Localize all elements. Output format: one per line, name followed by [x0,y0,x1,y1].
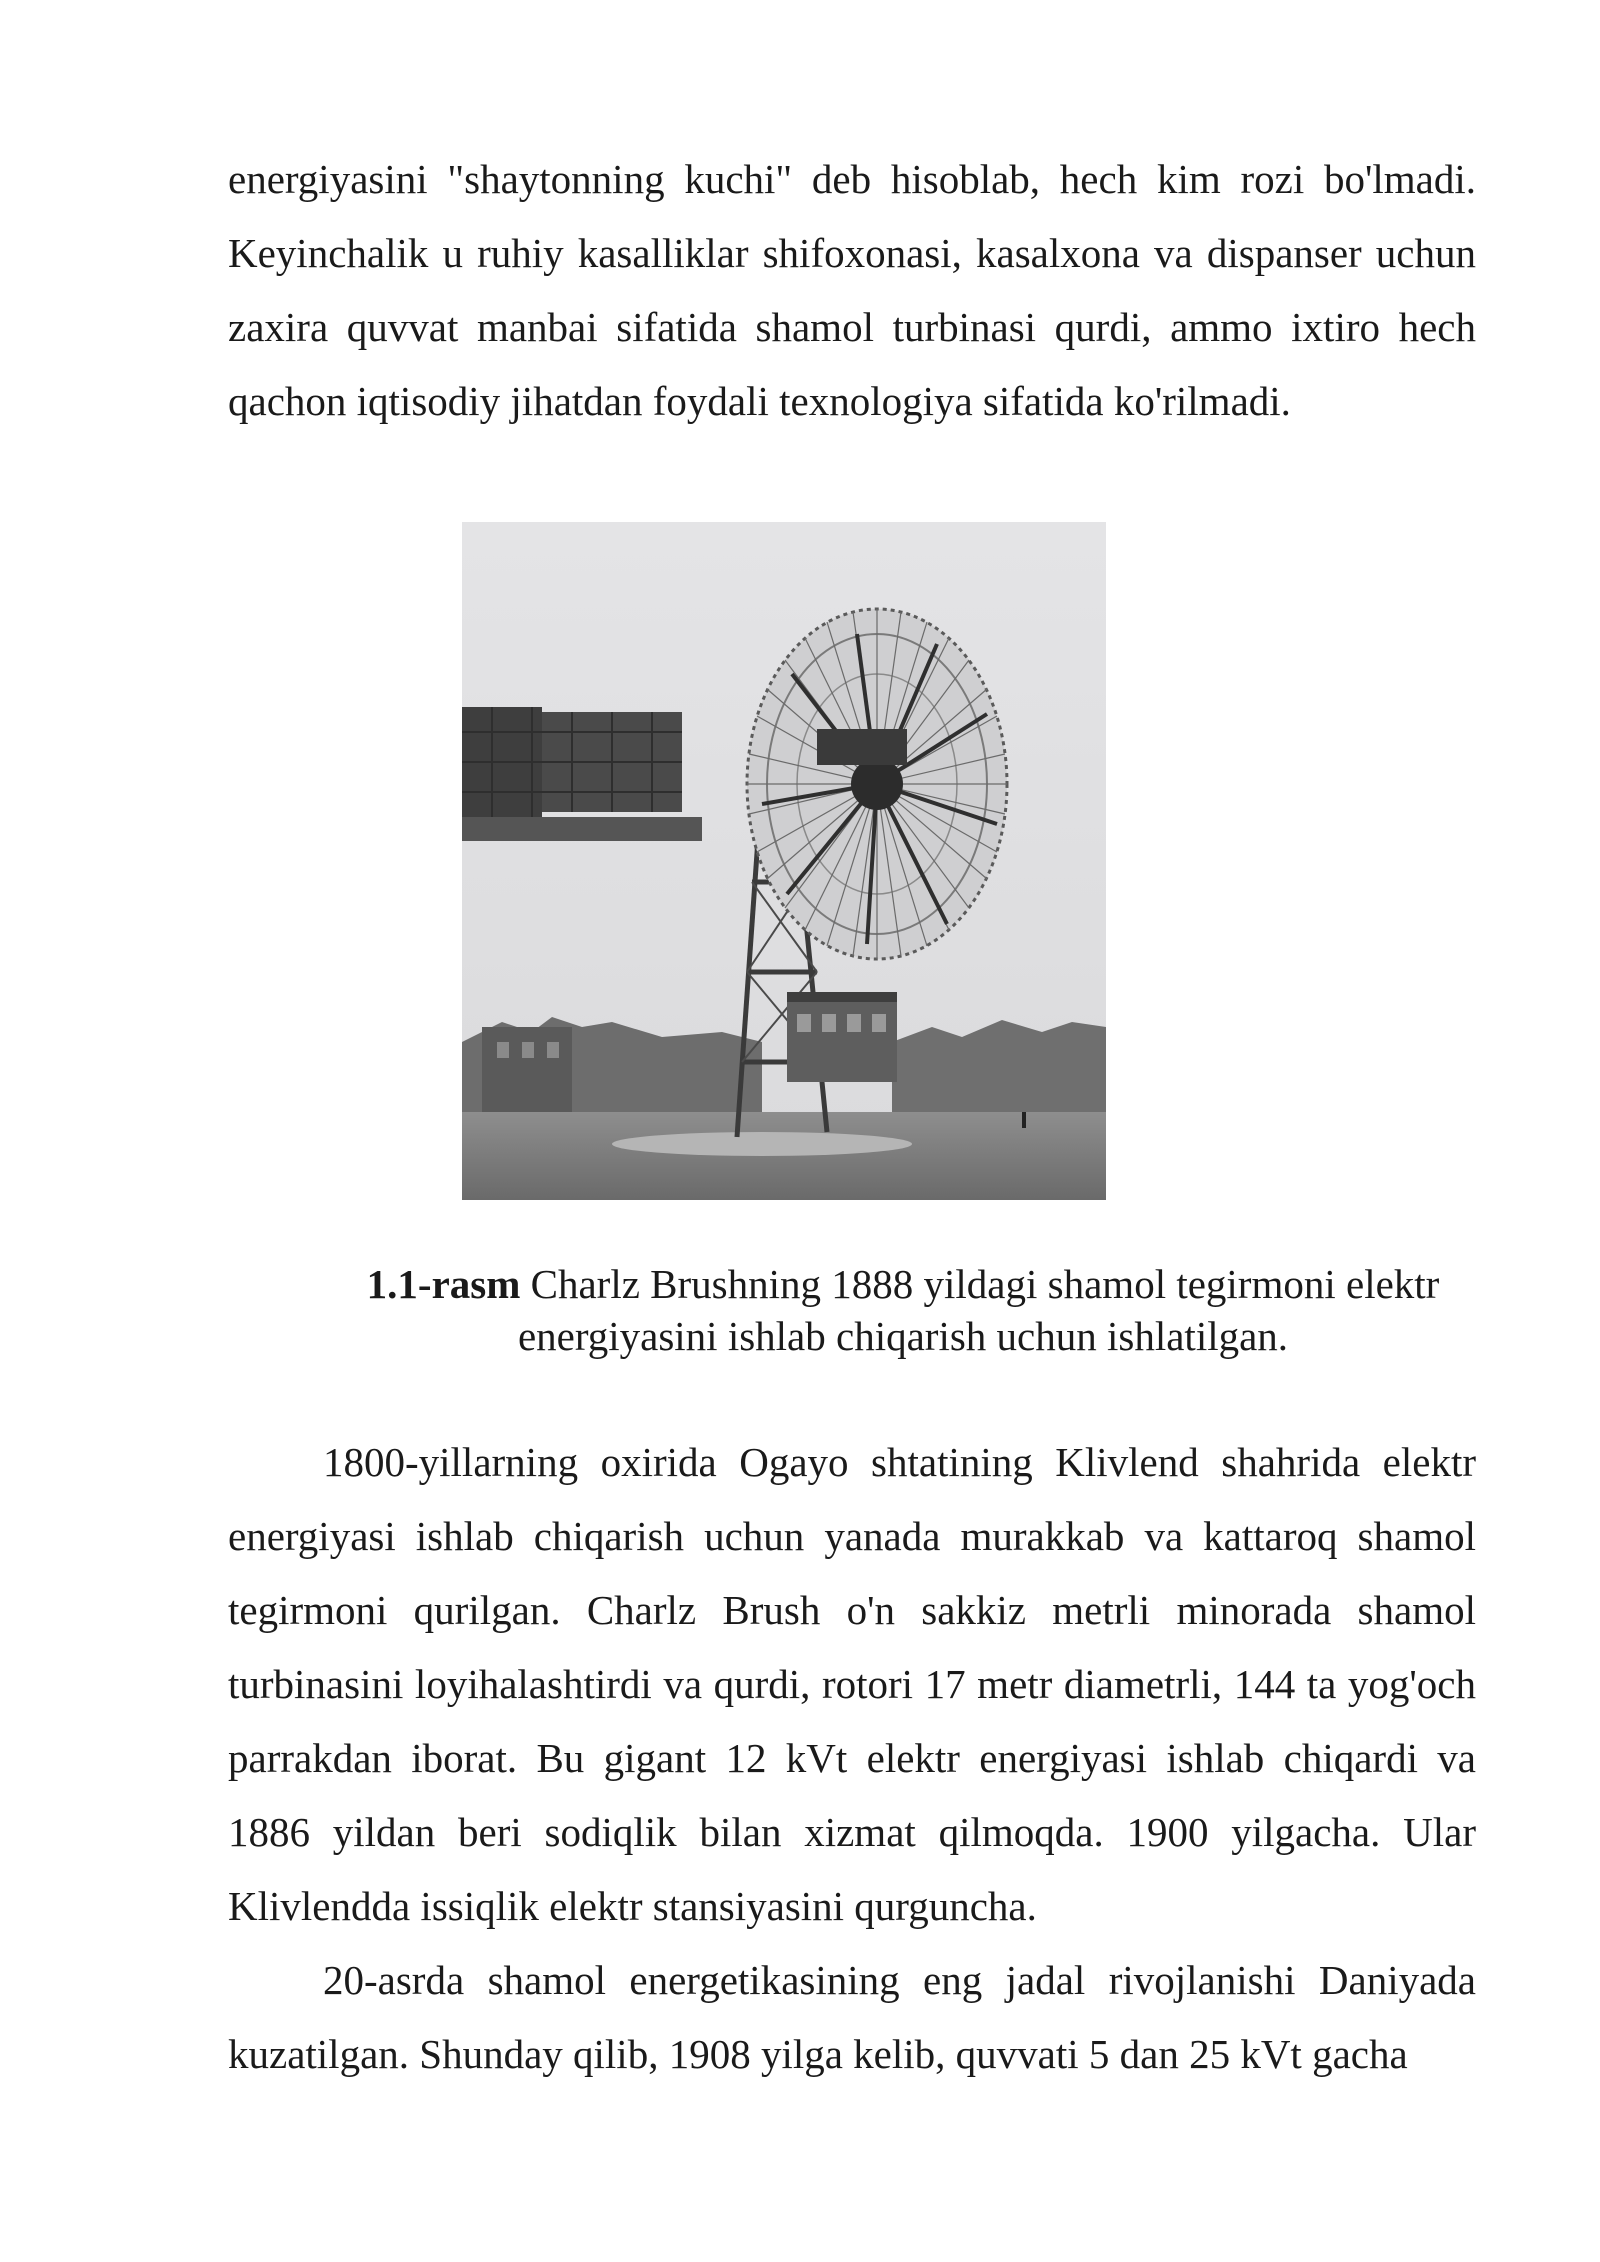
figure-caption-label: 1.1-rasm [366,1261,521,1307]
figure-caption-text: Charlz Brushning 1888 yildagi shamol tegirmoni elektr energiyasini ishlab chiqarish uchun ishlatilgan. [517,1261,1440,1359]
paragraph-3: 20-asrda shamol energetikasining eng jadal rivojlanishi Daniyada kuzatilgan. Shunday qilib, 1908 yilga kelib, quvvati 5 dan 25 kVt gacha [228,1957,1476,2077]
paragraph-2: 1800-yillarning oxirida Ogayo shtatining Klivlend shahrida elektr energiyasi ishlab chiqarish uchun yanada murakkab va kattaroq shamol tegirmoni qurilgan. Charlz Brush o'n sakkiz metrli minorada shamol turbinasini loyihalashtirdi va qurdi, rotori 17 metr diametrli, 144 ta yog'och parrakdan iborat. Bu gigant 12 kVt elektr energiyasi ishlab chiqardi va 1886 yildan beri sodiqlik bilan xizmat qilmoqda. 1900 yilgacha. Ular Klivlendda issiqlik elektr stansiyasini qurguncha. [228,1439,1476,1929]
figure-caption [330,1258,1476,1362]
windmill-photo [462,522,1106,1200]
paragraph-1: energiyasini "shaytonning kuchi" deb hisoblab, hech kim rozi bo'lmadi. Keyinchalik u ruhiy kasalliklar shifoxonasi, kasalxona va dispanser uchun zaxira quvvat manbai sifatida shamol turbinasi qurdi, ammo ixtiro hech qachon iqtisodiy jihatdan foydali texnologiya sifatida ko'rilmadi. [228,156,1476,424]
